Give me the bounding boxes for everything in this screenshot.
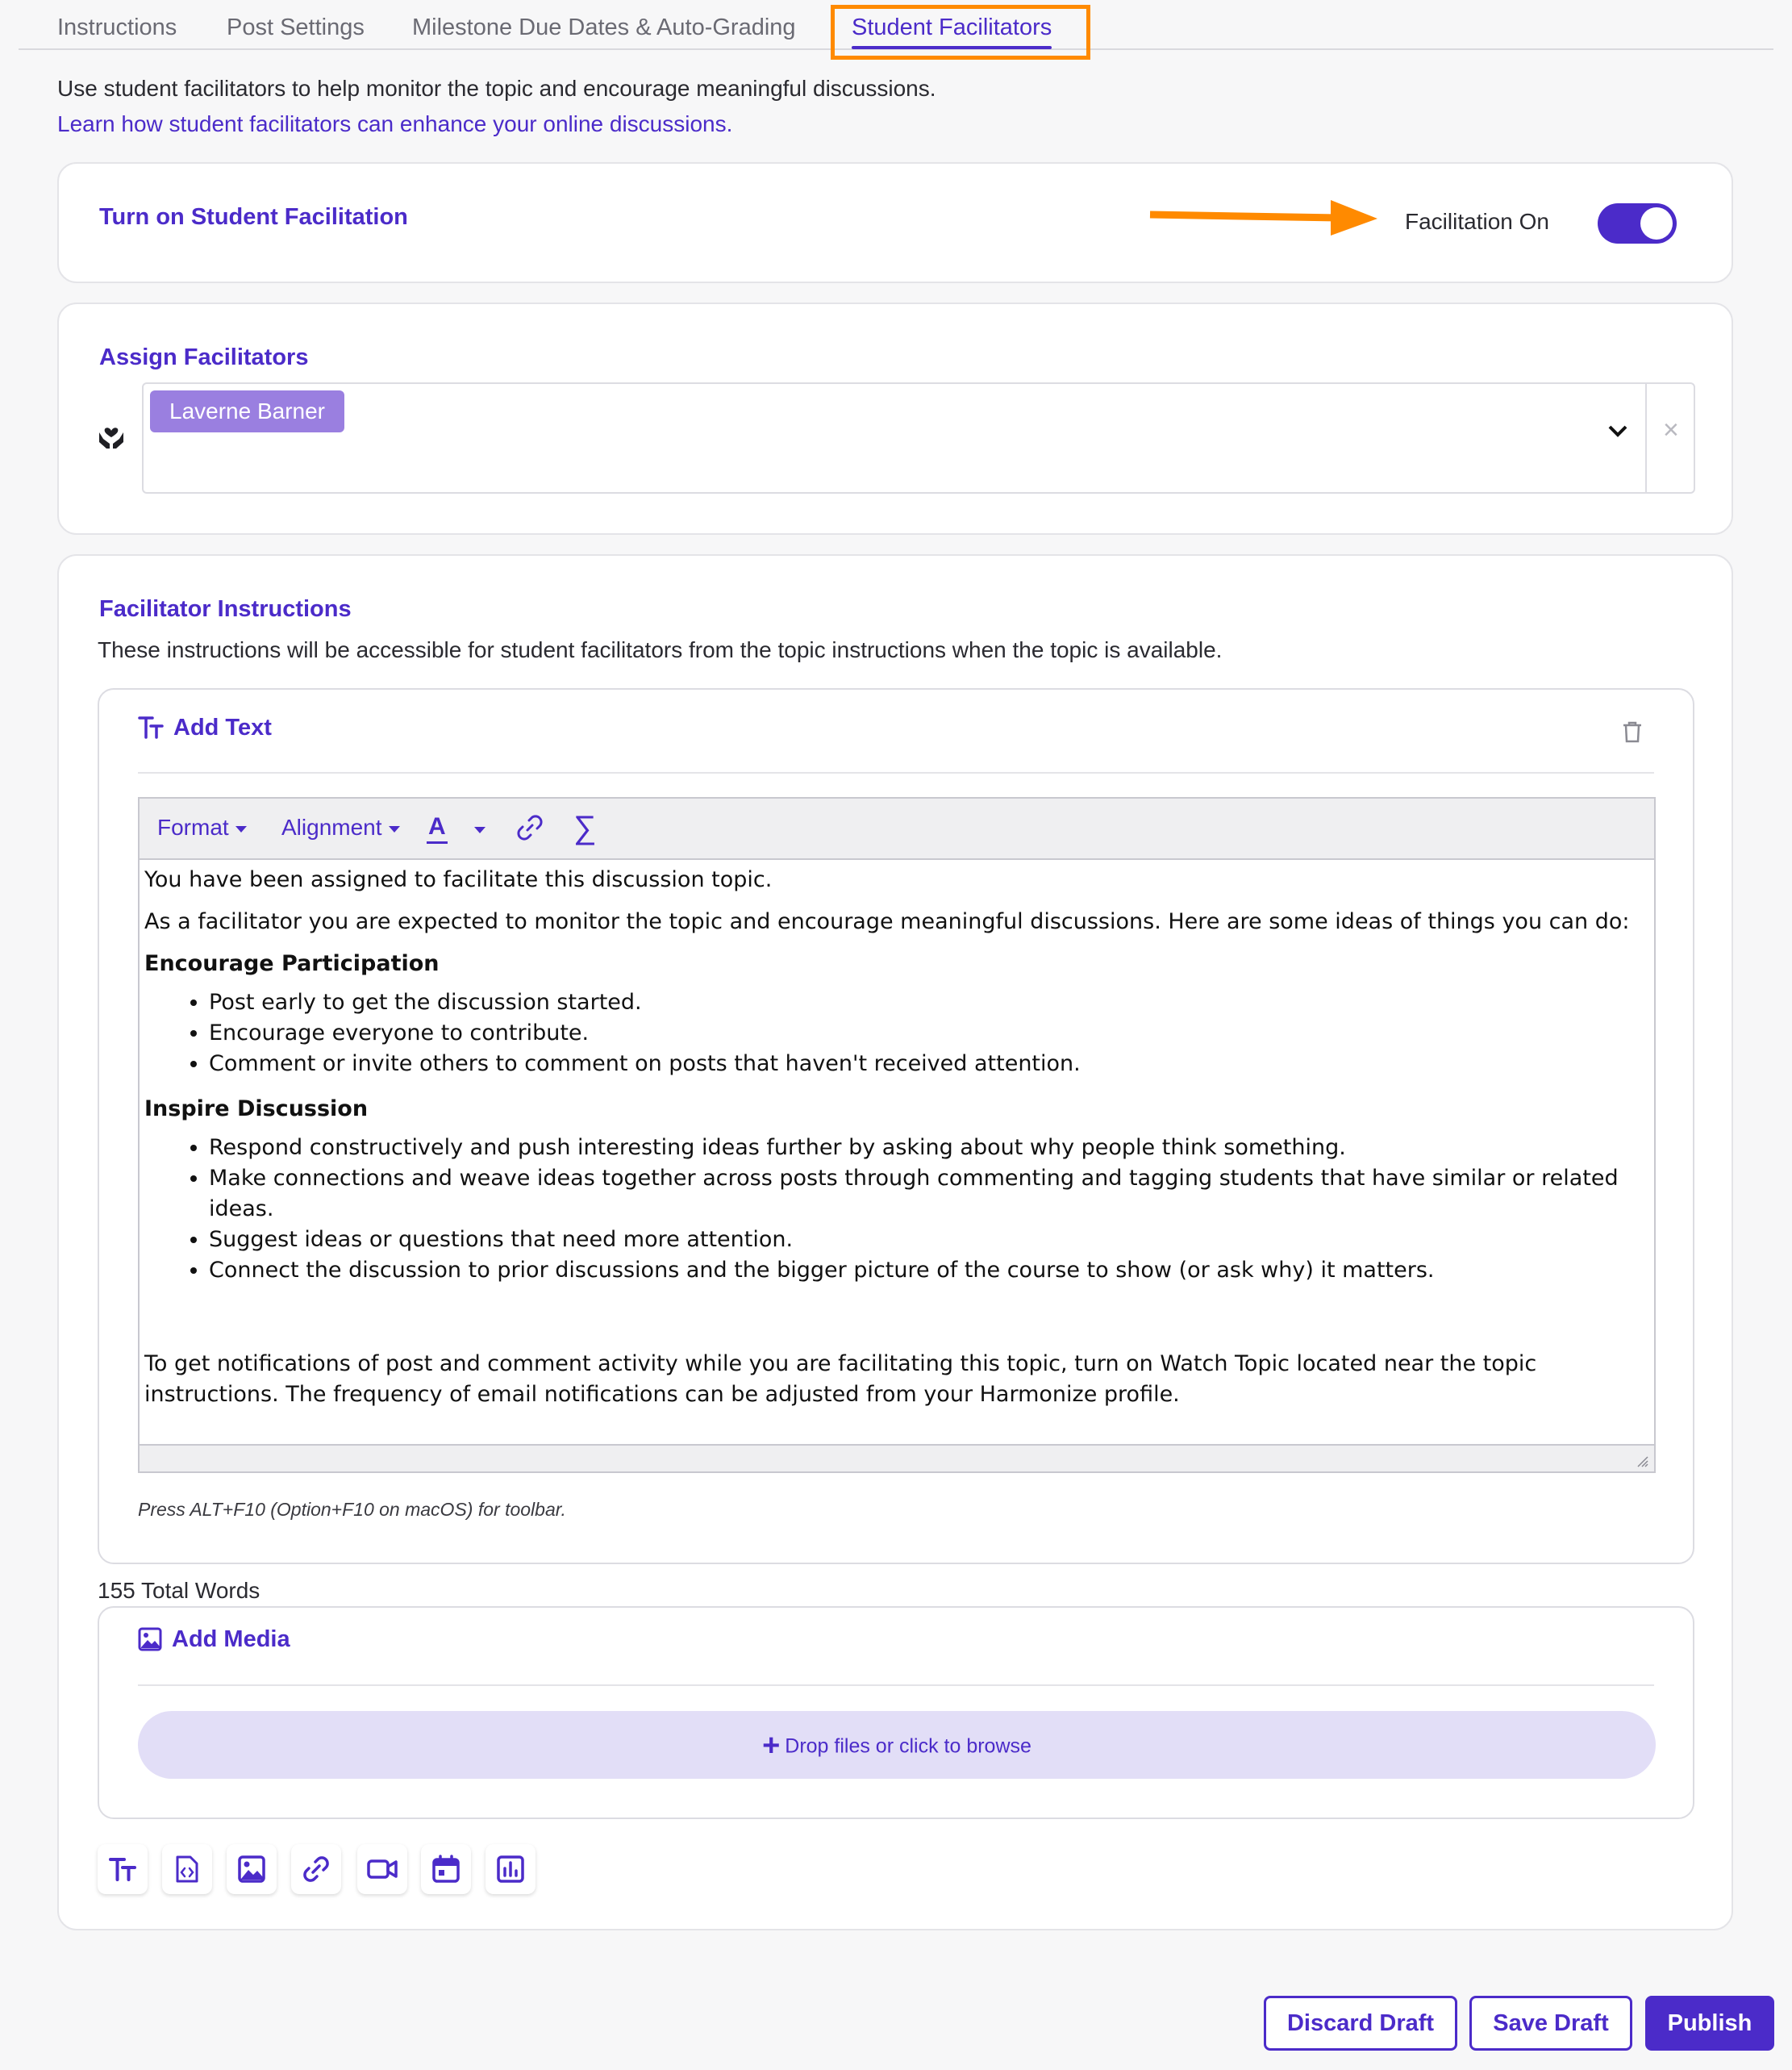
add-text-header[interactable] [138,714,272,741]
link-icon [302,1855,331,1884]
facilitator-instructions-title: Facilitator Instructions [99,596,352,622]
tab-milestone-due-dates[interactable]: Milestone Due Dates & Auto-Grading [412,15,796,40]
resize-handle-icon[interactable] [1635,1454,1649,1468]
toolbar-hint: Press ALT+F10 (Option+F10 on macOS) for toolbar. [138,1499,566,1520]
add-media-block [98,1606,1694,1819]
editor-toolbar [140,799,1654,860]
word-count: 155 Total Words [98,1578,260,1603]
facilitation-toggle[interactable] [1598,203,1677,244]
discard-draft-button[interactable]: Discard Draft [1264,1996,1457,2051]
font-color-button[interactable]: A [428,813,446,840]
list-item: • Encourage everyone to contribute. [209,1018,1638,1049]
facilitator-chip[interactable]: Laverne Barner [150,390,344,432]
link-icon[interactable] [515,813,544,842]
toggle-knob [1640,207,1673,240]
rich-text-editor[interactable] [138,797,1656,1473]
file-dropzone[interactable] [138,1711,1656,1779]
add-image-tool-button[interactable] [227,1844,277,1894]
content-heading: Encourage Participation [144,951,440,976]
content-list [144,987,1638,1079]
add-media-header[interactable] [138,1626,290,1653]
editor-content[interactable] [144,865,1638,1421]
add-text-tool-button[interactable] [98,1844,148,1894]
tab-student-facilitators[interactable]: Student Facilitators [852,15,1052,40]
tab-instructions[interactable]: Instructions [57,15,177,40]
content-paragraph: To get notifications of post and comment activity while you are facilitating this topic, turn on Watch Topic located near the topic instructions. The frequency of email notifications can be adjusted from your Harmonize profile. [144,1351,1537,1407]
intro-text: Use student facilitators to help monitor the topic and encourage meaningful discussions. [57,76,936,101]
save-draft-button[interactable]: Save Draft [1469,1996,1632,2051]
dropzone-label: Drop files or click to browse [785,1734,1031,1758]
code-file-icon [173,1855,201,1884]
facilitation-status-label: Facilitation On [1405,209,1549,234]
text-format-icon [108,1855,137,1884]
add-media-label: Add Media [172,1626,290,1652]
chevron-down-icon[interactable] [1607,423,1629,439]
assign-facilitators-title: Assign Facilitators [99,344,309,370]
formula-icon[interactable]: ∑ [573,810,597,845]
list-item: • Comment or invite others to comment on posts that haven't received attention. [209,1049,1638,1079]
content-list [144,1133,1638,1286]
content-paragraph: As a facilitator you are expected to monitor the topic and encourage meaningful discussions. Here are some ideas of things you can do: [144,909,1630,934]
list-item: • Post early to get the discussion started. [209,987,1638,1018]
add-calendar-tool-button[interactable] [421,1844,471,1894]
add-video-tool-button[interactable] [357,1844,407,1894]
content-paragraph: You have been assigned to facilitate this discussion topic. [144,867,773,892]
list-item: • Make connections and weave ideas together across posts through commenting and tagging students that have similar or related ideas. [209,1163,1638,1225]
facilitator-instructions-description: These instructions will be accessible for student facilitators from the topic instructions when the topic is available. [98,637,1223,662]
arrow-right-icon [1148,197,1377,242]
facilitator-select[interactable] [142,382,1695,494]
block-divider [138,772,1654,774]
add-link-tool-button[interactable] [291,1844,341,1894]
image-icon [237,1855,266,1884]
alignment-dropdown[interactable]: Alignment [281,815,400,841]
tab-highlight-box [831,5,1090,60]
plus-icon: + [762,1729,781,1763]
facilitation-title: Turn on Student Facilitation [99,204,408,230]
list-item: • Connect the discussion to prior discussions and the bigger picture of the course to show (or ask why) it matters. [209,1255,1638,1286]
content-heading: Inspire Discussion [144,1096,369,1121]
tab-post-settings[interactable]: Post Settings [227,15,365,40]
hands-heart-icon [97,421,126,450]
list-item: • Suggest ideas or questions that need more attention. [209,1225,1638,1255]
editor-statusbar [140,1444,1654,1471]
video-camera-icon [367,1857,398,1881]
font-color-caret-icon[interactable] [473,826,486,834]
add-embed-tool-button[interactable] [162,1844,212,1894]
block-divider [138,1684,1654,1686]
add-text-label: Add Text [173,714,272,741]
text-format-icon [138,715,164,741]
trash-icon[interactable] [1622,720,1643,743]
add-poll-tool-button[interactable] [486,1844,536,1894]
publish-button[interactable]: Publish [1645,1996,1774,2051]
add-text-block [98,688,1694,1564]
learn-more-link[interactable]: Learn how student facilitators can enhance your online discussions. [57,111,733,136]
calendar-icon [431,1855,461,1884]
list-item: • Respond constructively and push interesting ideas further by asking about why people think something. [209,1133,1638,1163]
clear-selection-icon[interactable]: × [1663,415,1679,445]
image-icon [138,1627,162,1651]
format-dropdown[interactable]: Format [157,815,247,841]
bar-chart-icon [496,1855,525,1884]
select-separator [1645,384,1647,492]
